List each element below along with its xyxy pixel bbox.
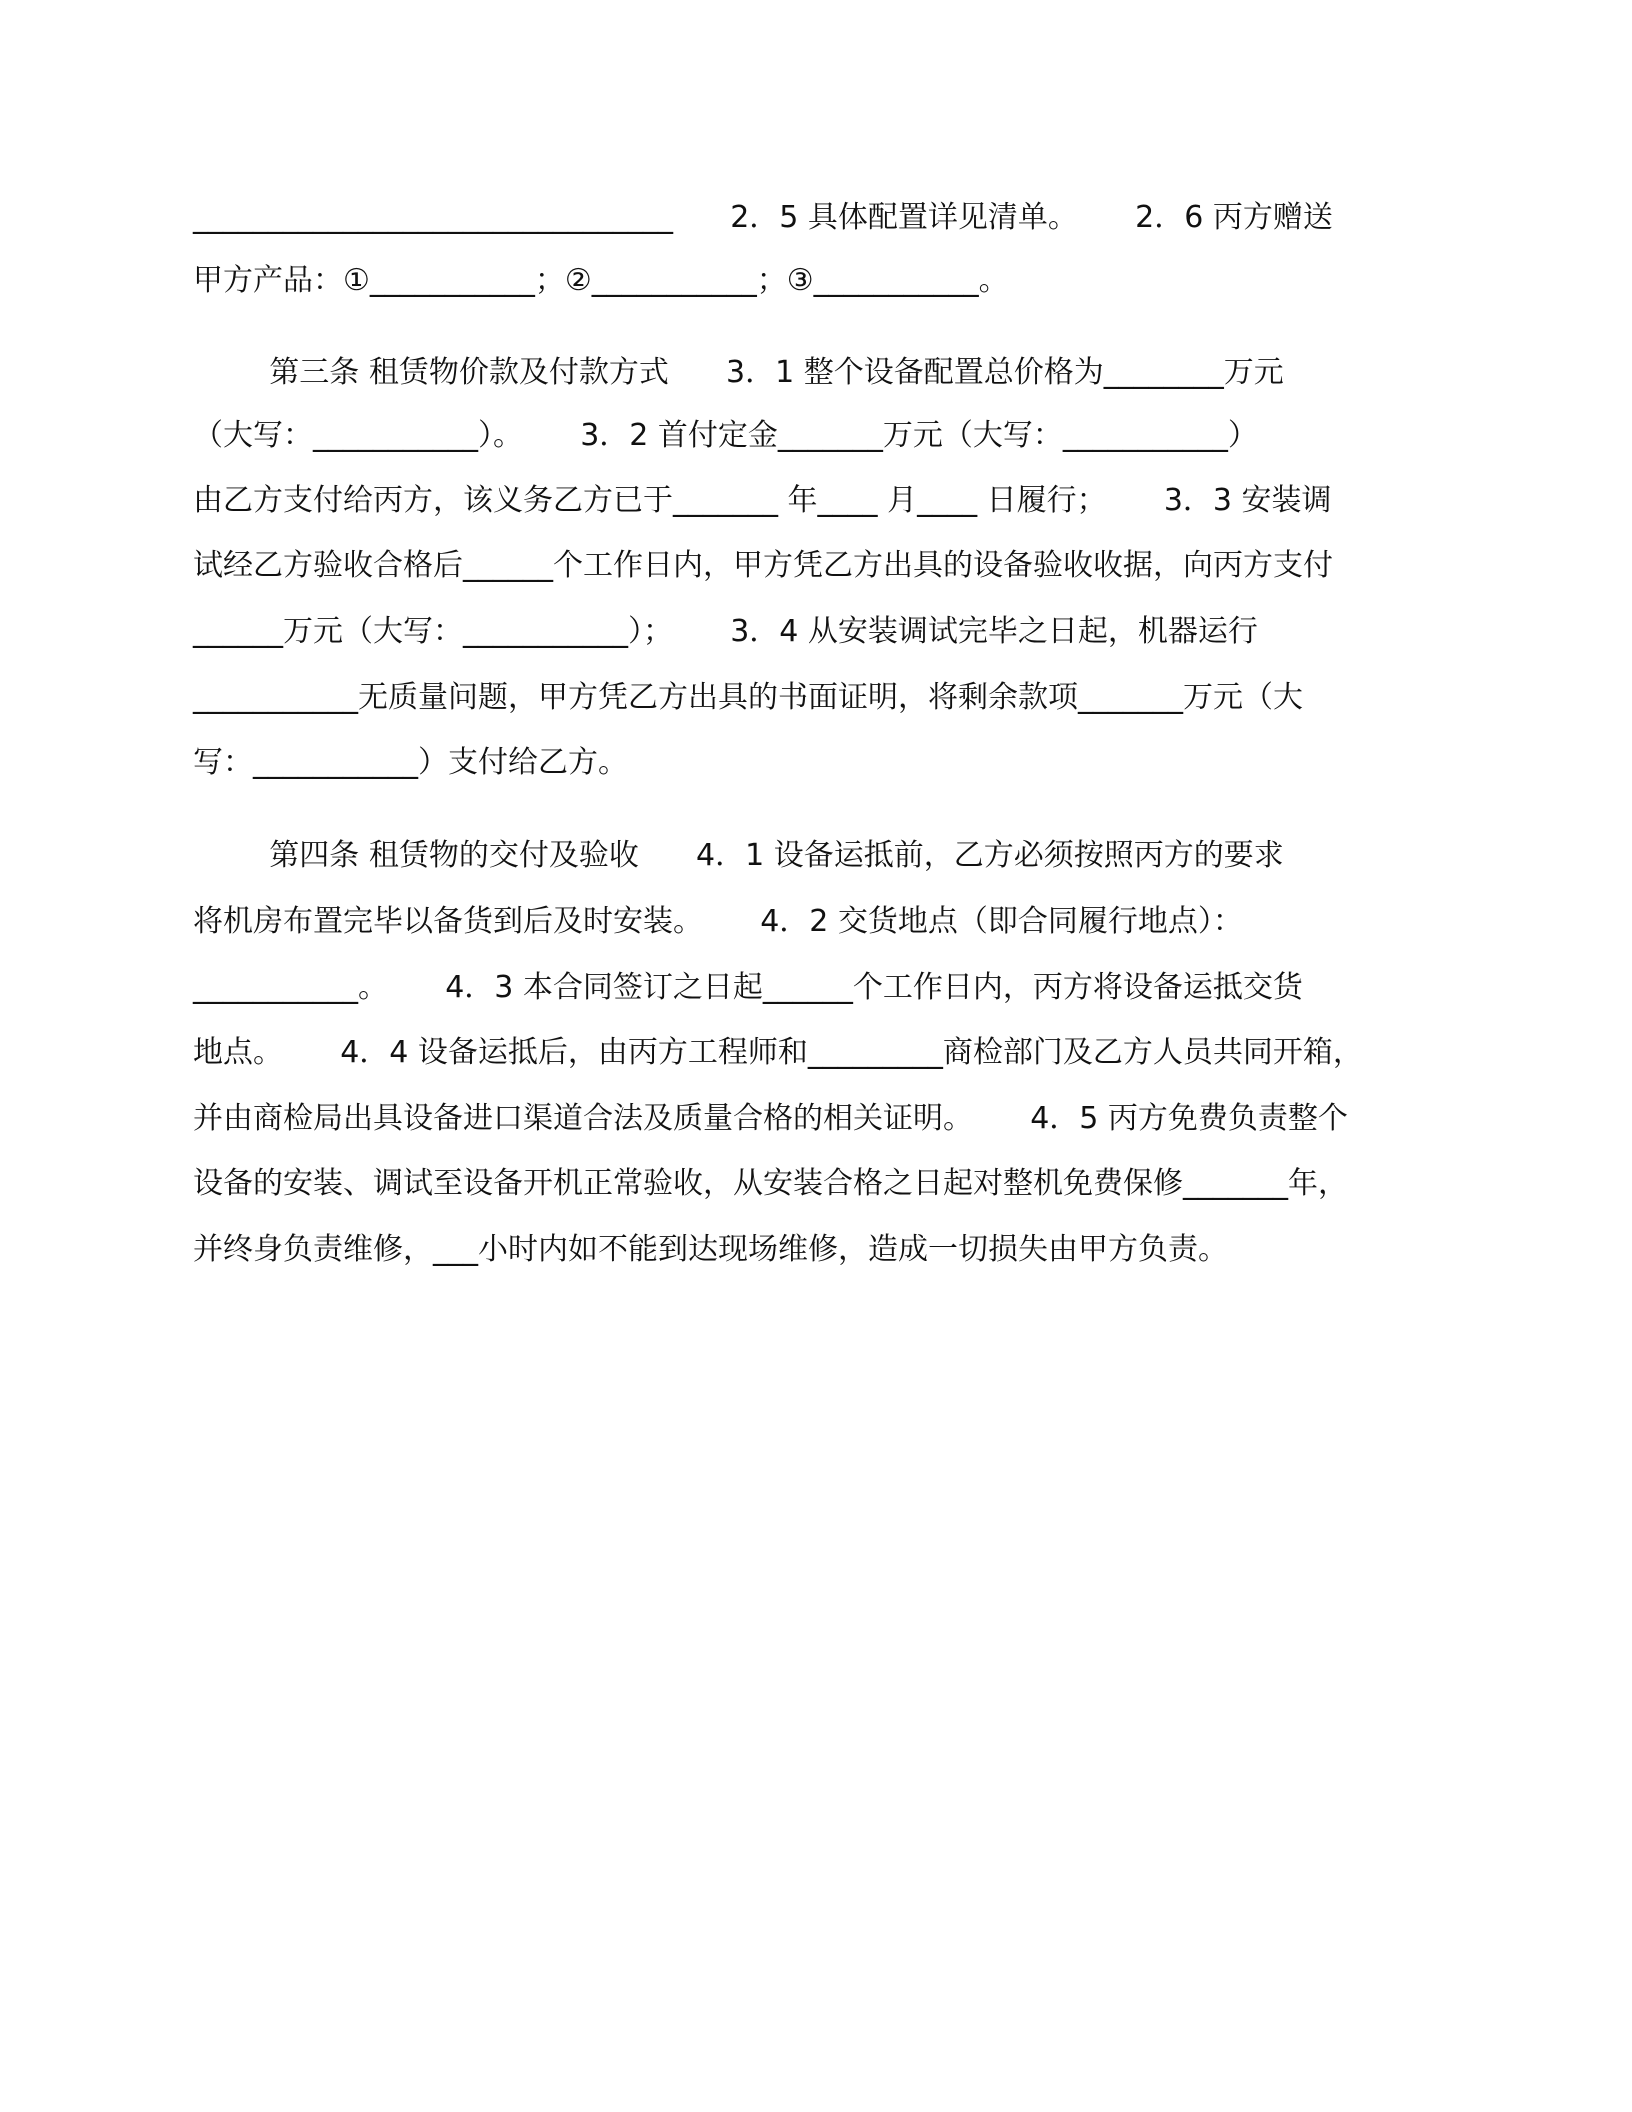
- text-line: ______万元（大写：___________）； 3．4 从安装调试完毕之日起，机器运行: [193, 614, 1258, 649]
- text-line: 写：___________）支付给乙方。: [193, 745, 628, 780]
- text-line: 并终身负责维修，___小时内如不能到达现场维修，造成一切损失由甲方负责。: [193, 1232, 1228, 1267]
- text-line: 甲方产品：①___________；②___________；③___________。: [193, 263, 1009, 298]
- text-line: 地点。 4．4 设备运抵后，由丙方工程师和_________商检部门及乙方人员共同开箱，: [193, 1035, 1363, 1070]
- text-line: 设备的安装、调试至设备开机正常验收，从安装合格之日起对整机免费保修_______年，: [193, 1166, 1348, 1201]
- text-line: ________________________________ 2．5 具体配置详见清单。 2．6 丙方赠送: [193, 200, 1333, 235]
- text-line: 并由商检局出具设备进口渠道合法及质量合格的相关证明。 4．5 丙方免费负责整个: [193, 1101, 1348, 1136]
- text-line: 试经乙方验收合格后______个工作日内，甲方凭乙方出具的设备验收收据，向丙方支付: [193, 548, 1333, 583]
- text-line: ___________。 4．3 本合同签订之日起______个工作日内，丙方将设备运抵交货: [193, 970, 1303, 1005]
- text-line: ___________无质量问题，甲方凭乙方出具的书面证明，将剩余款项_______万元（大: [193, 680, 1303, 715]
- text-line: 由乙方支付给丙方，该义务乙方已于_______ 年____ 月____ 日履行； 3．3 安装调: [193, 483, 1332, 518]
- text-line: 将机房布置完毕以备货到后及时安装。 4．2 交货地点（即合同履行地点）：: [193, 904, 1243, 939]
- section-three-heading-line: 第三条 租赁物价款及付款方式 3．1 整个设备配置总价格为________万元: [193, 355, 1284, 390]
- text-line: （大写：___________）。 3．2 首付定金_______万元（大写：___________）: [193, 418, 1258, 453]
- section-four-heading-line: 第四条 租赁物的交付及验收 4．1 设备运抵前，乙方必须按照丙方的要求: [193, 838, 1284, 873]
